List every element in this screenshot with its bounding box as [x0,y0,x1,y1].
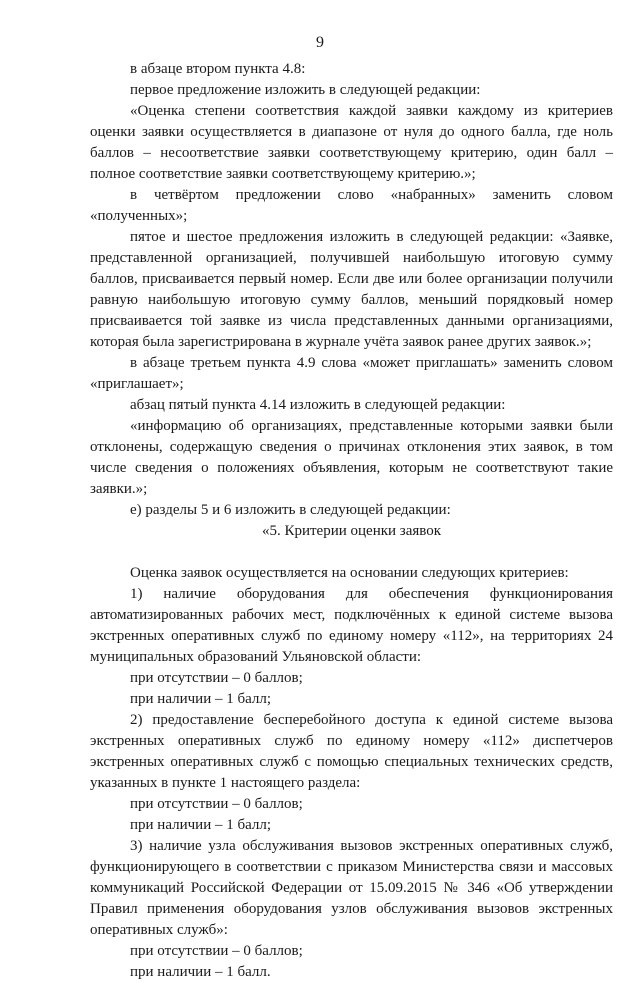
paragraph: «информацию об организациях, представленные которыми заявки были отклонены, содержащую сведения о причинах отклонения этих заявок, в том числе сведения о положениях объявления, которым не соответствуют такие заявки.»; [90,418,613,497]
paragraph: абзац пятый пункта 4.14 изложить в следующей редакции: [130,397,506,413]
paragraph: первое предложение изложить в следующей редакции: [130,82,481,98]
paragraph: в абзаце третьем пункта 4.9 слова «может приглашать» заменить словом «приглашает»; [90,355,613,392]
paragraph: в четвёртом предложении слово «набранных» заменить словом «полученных»; [90,187,613,224]
paragraph: пятое и шестое предложения изложить в следующей редакции: «Заявке, представленной организацией, получившей наибольшую итоговую сумму баллов, присваивается первый номер. Если две или более организации получили равную наибольшую итоговую сумму баллов, меньший порядковый номер присваивается той заявке из числа представленных данными организациями, которая была зарегистрирована в журнале учёта заявок ранее других заявок.»; [90,229,613,350]
score-line: при наличии – 1 балл; [130,691,272,707]
score-line: при отсутствии – 0 баллов; [130,796,303,812]
score-line: при наличии – 1 балл; [130,817,272,833]
blank-line [90,542,613,563]
paragraph: е) разделы 5 и 6 изложить в следующей редакции: [130,502,451,518]
section-heading: «5. Критерии оценки заявок [261,523,442,539]
criterion-item: 1) наличие оборудования для обеспечения функционирования автоматизированных рабочих мест, подключённых к единой системе вызова экстренных оперативных служб по единому номеру «112», на территориях 24 муниципальных образований Ульяновской области: [90,586,613,665]
document-body [90,59,613,983]
paragraph: Оценка заявок осуществляется на основании следующих критериев: [130,565,569,581]
paragraph: «Оценка степени соответствия каждой заявки каждому из критериев оценки заявки осуществляется в диапазоне от нуля до одного балла, где ноль баллов – несоответствие заявки соответствующему критерию, один балл – полное соответствие заявки соответствующему критерию.»; [90,103,613,182]
score-line: при отсутствии – 0 баллов; [130,943,303,959]
paragraph: в абзаце втором пункта 4.8: [130,61,306,77]
score-line: при наличии – 1 балл. [130,964,271,980]
criterion-item: 2) предоставление бесперебойного доступа к единой системе вызова экстренных оперативных служб по единому номеру «112» диспетчеров экстренных оперативных служб с помощью специальных технических средств, указанных в пункте 1 настоящего раздела: [90,712,613,791]
page-number: 9 [316,34,324,51]
score-line: при отсутствии – 0 баллов; [130,670,303,686]
criterion-item: 3) наличие узла обслуживания вызовов экстренных оперативных служб, функционирующего в соответствии с приказом Министерства связи и массовых коммуникаций Российской Федерации от 15.09.2015 № 346 «Об утверждении Правил применения оборудования узлов обслуживания вызовов экстренных оперативных служб»: [90,838,613,938]
